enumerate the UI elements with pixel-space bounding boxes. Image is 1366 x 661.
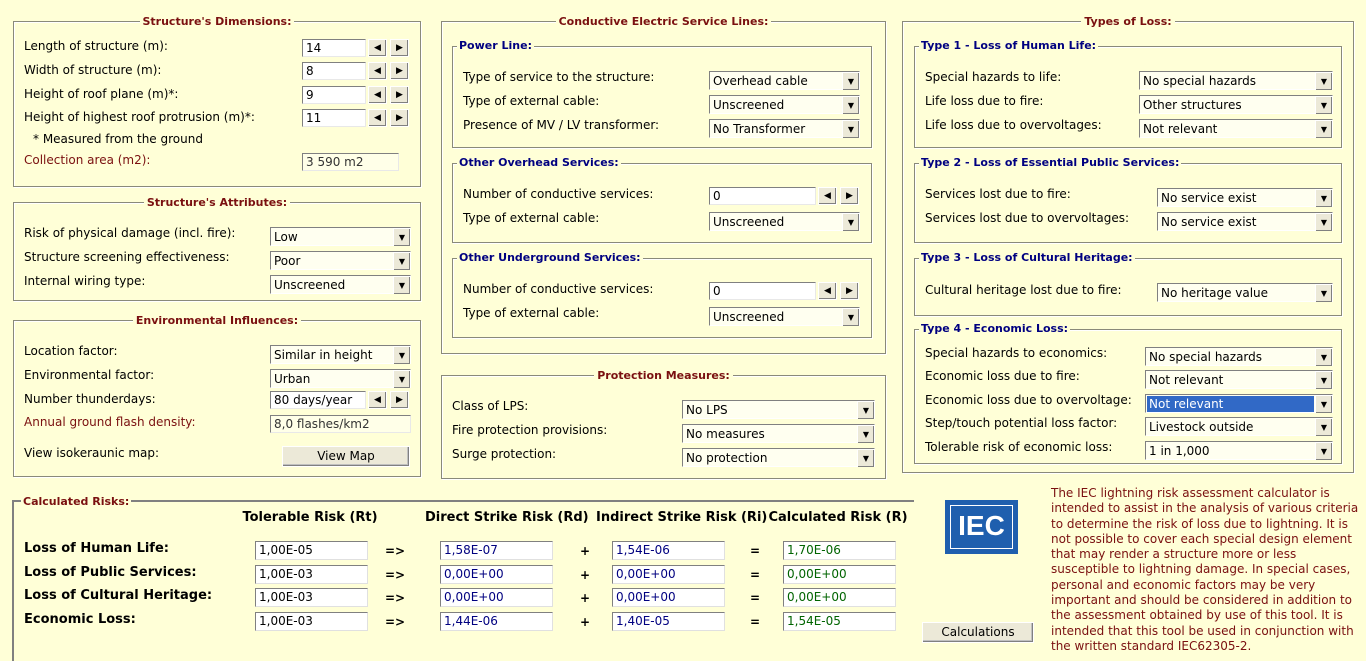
loss-type3-title: Type 3 - Loss of Cultural Heritage:	[921, 251, 1133, 264]
measured-note: * Measured from the ground	[33, 132, 203, 146]
services-fire-label: Services lost due to fire:	[925, 187, 1071, 201]
physical-damage-select[interactable]: Low ▼	[270, 227, 411, 246]
equals-symbol: =	[750, 568, 761, 582]
roof-height-input[interactable]: 9	[302, 86, 366, 104]
chevron-down-icon[interactable]: ▼	[1315, 442, 1332, 460]
width-input[interactable]: 8	[302, 62, 366, 80]
overhead-count-label: Number of conductive services:	[463, 187, 654, 201]
fire-protection-label: Fire protection provisions:	[452, 423, 608, 437]
life-fire-select[interactable]: Other structures ▼	[1139, 95, 1333, 114]
thunderdays-decrease-button[interactable]: ◀	[368, 391, 387, 409]
chevron-down-icon[interactable]: ▼	[393, 228, 410, 246]
flash-density-label: Annual ground flash density:	[24, 415, 196, 429]
life-overvoltage-label: Life loss due to overvoltages:	[925, 118, 1102, 132]
protrusion-increase-button[interactable]: ▶	[390, 109, 409, 127]
chevron-down-icon[interactable]: ▼	[393, 252, 410, 270]
dimensions-title: Structure's Dimensions:	[140, 15, 295, 28]
overhead-cable-label: Type of external cable:	[463, 211, 600, 225]
header-tolerable-risk: Tolerable Risk (Rt)	[242, 510, 378, 525]
tolerable-economic-select[interactable]: 1 in 1,000 ▼	[1145, 441, 1333, 460]
width-decrease-button[interactable]: ◀	[368, 62, 387, 80]
chevron-down-icon[interactable]: ▼	[1315, 72, 1332, 90]
chevron-down-icon[interactable]: ▼	[1315, 189, 1332, 207]
economic-hazards-label: Special hazards to economics:	[925, 346, 1108, 360]
direct-risk-value: 1,58E-07	[440, 541, 553, 560]
calculations-button[interactable]: Calculations	[922, 622, 1034, 643]
heritage-fire-label: Cultural heritage lost due to fire:	[925, 283, 1122, 297]
life-hazards-label: Special hazards to life:	[925, 70, 1062, 84]
indirect-risk-value: 1,40E-05	[612, 612, 725, 631]
transformer-label: Presence of MV / LV transformer:	[463, 118, 660, 132]
underground-services-title: Other Underground Services:	[459, 251, 641, 264]
header-indirect-risk: Indirect Strike Risk (Ri)	[596, 510, 768, 525]
plus-symbol: +	[580, 615, 591, 629]
risk-row-label: Loss of Public Services:	[24, 565, 197, 580]
economic-overvoltage-label: Economic loss due to overvoltage:	[925, 393, 1132, 407]
risk-row-label: Loss of Human Life:	[24, 541, 169, 556]
services-title: Conductive Electric Service Lines:	[556, 15, 772, 28]
length-label: Length of structure (m):	[24, 39, 168, 53]
life-hazards-select[interactable]: No special hazards ▼	[1139, 71, 1333, 90]
loss-type1-title: Type 1 - Loss of Human Life:	[921, 39, 1097, 52]
risk-row-label: Loss of Cultural Heritage:	[24, 588, 213, 603]
iec-logo	[945, 500, 1018, 554]
services-fire-select[interactable]: No service exist ▼	[1157, 188, 1333, 207]
environment-title: Environmental Influences:	[133, 314, 301, 327]
transformer-select[interactable]: No Transformer ▼	[709, 119, 860, 138]
environmental-factor-select[interactable]: Urban ▼	[270, 369, 411, 388]
chevron-down-icon[interactable]: ▼	[842, 213, 859, 231]
map-label: View isokeraunic map:	[24, 446, 160, 460]
service-type-label: Type of service to the structure:	[463, 70, 655, 84]
risks-title: Calculated Risks:	[23, 495, 130, 508]
length-decrease-button[interactable]: ◀	[368, 39, 387, 57]
calculated-risk-value: 1,70E-06	[783, 541, 896, 560]
life-overvoltage-select[interactable]: Not relevant ▼	[1139, 119, 1333, 138]
service-type-select[interactable]: Overhead cable ▼	[709, 71, 860, 90]
indirect-risk-value: 0,00E+00	[612, 588, 725, 607]
plus-symbol: +	[580, 544, 591, 558]
chevron-down-icon[interactable]: ▼	[842, 308, 859, 326]
underground-cable-select[interactable]: Unscreened ▼	[709, 307, 860, 326]
power-cable-select[interactable]: Unscreened ▼	[709, 95, 860, 114]
services-overvoltage-select[interactable]: No service exist ▼	[1157, 212, 1333, 231]
arrow-symbol: =>	[385, 615, 406, 629]
chevron-down-icon[interactable]: ▼	[1315, 120, 1332, 138]
direct-risk-value: 1,44E-06	[440, 612, 553, 631]
economic-fire-select[interactable]: Not relevant ▼	[1145, 370, 1333, 389]
surge-protection-label: Surge protection:	[452, 447, 557, 461]
chevron-down-icon[interactable]: ▼	[393, 346, 410, 364]
plus-symbol: +	[580, 568, 591, 582]
overhead-count-input[interactable]: 0	[709, 187, 816, 205]
roof-height-increase-button[interactable]: ▶	[390, 86, 409, 104]
arrow-symbol: =>	[385, 544, 406, 558]
arrow-symbol: =>	[385, 591, 406, 605]
roof-height-label: Height of roof plane (m)*:	[24, 87, 179, 101]
physical-damage-label: Risk of physical damage (incl. fire):	[24, 226, 236, 240]
chevron-down-icon[interactable]: ▼	[1315, 418, 1332, 436]
overhead-services-title: Other Overhead Services:	[459, 156, 619, 169]
protrusion-label: Height of highest roof protrusion (m)*:	[24, 110, 255, 124]
view-map-button[interactable]: View Map	[282, 446, 410, 467]
direct-risk-value: 0,00E+00	[440, 565, 553, 584]
tolerable-economic-label: Tolerable risk of economic loss:	[925, 440, 1113, 454]
underground-cable-label: Type of external cable:	[463, 306, 600, 320]
indirect-risk-value: 0,00E+00	[612, 565, 725, 584]
chevron-down-icon[interactable]: ▼	[393, 276, 410, 294]
lps-label: Class of LPS:	[452, 399, 529, 413]
underground-count-input[interactable]: 0	[709, 282, 816, 300]
chevron-down-icon[interactable]: ▼	[857, 449, 874, 467]
tolerable-risk-value: 1,00E-05	[255, 541, 368, 560]
width-label: Width of structure (m):	[24, 63, 162, 77]
chevron-down-icon[interactable]: ▼	[1315, 213, 1332, 231]
chevron-down-icon[interactable]: ▼	[393, 370, 410, 388]
indirect-risk-value: 1,54E-06	[612, 541, 725, 560]
power-line-title: Power Line:	[459, 39, 532, 52]
iec-logo-text: IEC	[958, 510, 1005, 541]
underground-count-decrease-button[interactable]: ◀	[818, 282, 837, 300]
equals-symbol: =	[750, 615, 761, 629]
step-touch-select[interactable]: Livestock outside ▼	[1145, 417, 1333, 436]
power-cable-label: Type of external cable:	[463, 94, 600, 108]
loss-type4-title: Type 4 - Economic Loss:	[921, 322, 1069, 335]
info-text: The IEC lightning risk assessment calculator is intended to assist in the analysis of various criteria to determine the risk of loss due to lightning. It is not possible to cover each special design element that may render a structure more or less susceptible to lightning damage. In special cases, personal and economic factors may be very important and should be considered in addition to the assessment obtained by use of this tool. It is intended that this tool be used in conjunction with the written standard IEC62305-2.	[1051, 486, 1359, 653]
screening-label: Structure screening effectiveness:	[24, 250, 230, 264]
chevron-down-icon[interactable]: ▼	[857, 425, 874, 443]
heritage-fire-select[interactable]: No heritage value ▼	[1157, 283, 1333, 302]
fire-protection-select[interactable]: No measures ▼	[682, 424, 875, 443]
chevron-down-icon[interactable]: ▼	[857, 401, 874, 419]
protrusion-decrease-button[interactable]: ◀	[368, 109, 387, 127]
lps-select[interactable]: No LPS ▼	[682, 400, 875, 419]
equals-symbol: =	[750, 544, 761, 558]
collection-area-label: Collection area (m2):	[24, 153, 151, 167]
wiring-label: Internal wiring type:	[24, 274, 146, 288]
underground-count-label: Number of conductive services:	[463, 282, 654, 296]
screening-select[interactable]: Poor ▼	[270, 251, 411, 270]
chevron-down-icon[interactable]: ▼	[842, 120, 859, 138]
tolerable-risk-value: 1,00E-03	[255, 565, 368, 584]
surge-protection-select[interactable]: No protection ▼	[682, 448, 875, 467]
chevron-down-icon[interactable]: ▼	[1315, 395, 1332, 413]
location-select[interactable]: Similar in height ▼	[270, 345, 411, 364]
overhead-count-decrease-button[interactable]: ◀	[818, 187, 837, 205]
life-fire-label: Life loss due to fire:	[925, 94, 1044, 108]
protection-title: Protection Measures:	[594, 369, 733, 382]
underground-count-increase-button[interactable]: ▶	[840, 282, 859, 300]
thunderdays-input[interactable]: 80 days/year	[270, 391, 366, 409]
location-label: Location factor:	[24, 344, 118, 358]
chevron-down-icon[interactable]: ▼	[1315, 348, 1332, 366]
economic-fire-label: Economic loss due to fire:	[925, 369, 1080, 383]
thunderdays-label: Number thunderdays:	[24, 392, 156, 406]
chevron-down-icon[interactable]: ▼	[1315, 284, 1332, 302]
chevron-down-icon[interactable]: ▼	[1315, 371, 1332, 389]
tolerable-risk-value: 1,00E-03	[255, 612, 368, 631]
calculated-risk-value: 0,00E+00	[783, 588, 896, 607]
services-overvoltage-label: Services lost due to overvoltages:	[925, 211, 1130, 225]
thunderdays-increase-button[interactable]: ▶	[390, 391, 409, 409]
economic-overvoltage-select[interactable]: Not relevant ▼	[1145, 394, 1333, 413]
direct-risk-value: 0,00E+00	[440, 588, 553, 607]
calculated-risk-value: 0,00E+00	[783, 565, 896, 584]
width-increase-button[interactable]: ▶	[390, 62, 409, 80]
loss-type2-title: Type 2 - Loss of Essential Public Services:	[921, 156, 1180, 169]
overhead-count-increase-button[interactable]: ▶	[840, 187, 859, 205]
equals-symbol: =	[750, 591, 761, 605]
arrow-symbol: =>	[385, 568, 406, 582]
loss-title: Types of Loss:	[1081, 15, 1174, 28]
roof-height-decrease-button[interactable]: ◀	[368, 86, 387, 104]
plus-symbol: +	[580, 591, 591, 605]
calculated-risk-value: 1,54E-05	[783, 612, 896, 631]
flash-density-value: 8,0 flashes/km2	[270, 415, 411, 433]
chevron-down-icon[interactable]: ▼	[842, 96, 859, 114]
wiring-select[interactable]: Unscreened ▼	[270, 275, 411, 294]
environmental-factor-label: Environmental factor:	[24, 368, 155, 382]
header-direct-risk: Direct Strike Risk (Rd)	[425, 510, 589, 525]
economic-hazards-select[interactable]: No special hazards ▼	[1145, 347, 1333, 366]
protrusion-input[interactable]: 11	[302, 109, 366, 127]
risk-row-label: Economic Loss:	[24, 612, 136, 627]
header-calculated-risk: Calculated Risk (R)	[768, 510, 908, 525]
chevron-down-icon[interactable]: ▼	[1315, 96, 1332, 114]
step-touch-label: Step/touch potential loss factor:	[925, 416, 1118, 430]
chevron-down-icon[interactable]: ▼	[842, 72, 859, 90]
length-increase-button[interactable]: ▶	[390, 39, 409, 57]
length-input[interactable]: 14	[302, 39, 366, 57]
attributes-title: Structure's Attributes:	[144, 196, 290, 209]
tolerable-risk-value: 1,00E-03	[255, 588, 368, 607]
overhead-cable-select[interactable]: Unscreened ▼	[709, 212, 860, 231]
collection-area-value: 3 590 m2	[302, 153, 399, 171]
